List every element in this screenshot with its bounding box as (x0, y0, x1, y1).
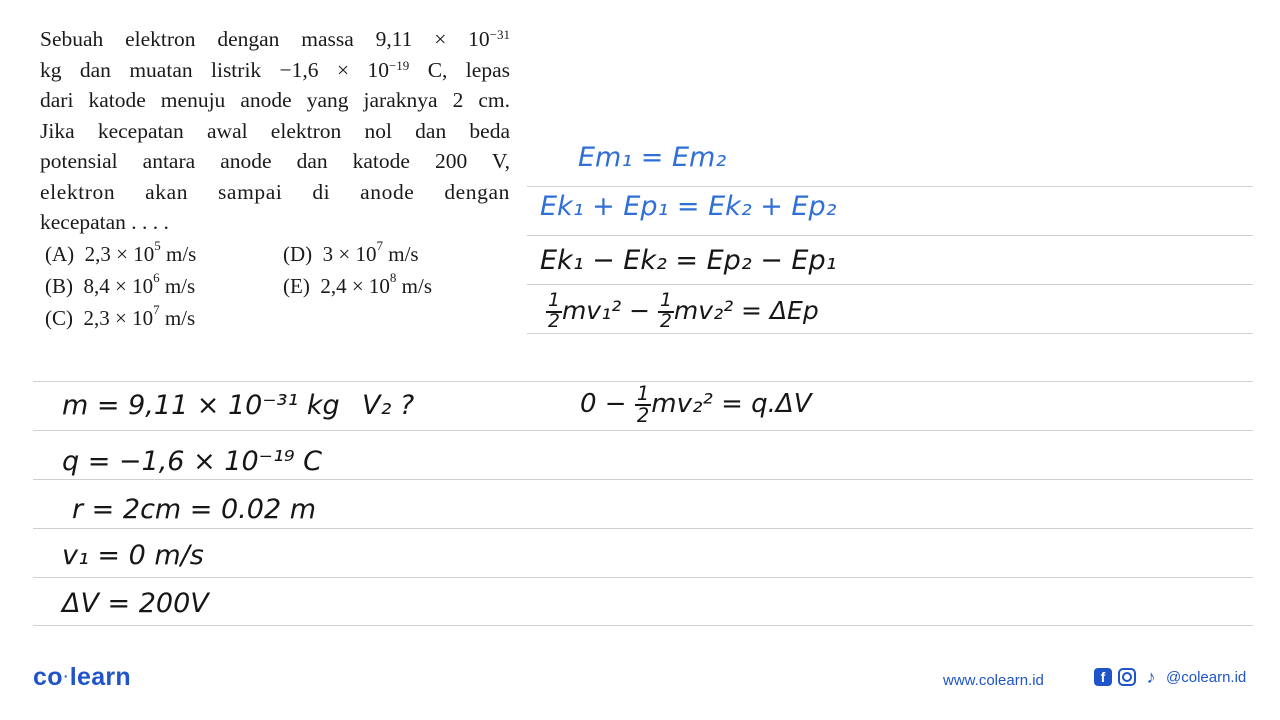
option-a[interactable]: (A) $2,3 \times 10^5$ m/s (45, 238, 197, 266)
fraction: $\frac{1}{2}$ (636, 382, 650, 427)
given-charge: q = −1,6 × 10⁻¹⁹ C (62, 446, 322, 477)
given-initial-velocity: v₁ = 0 m/s (62, 540, 204, 571)
colearn-logo: co·learn (33, 663, 132, 691)
instagram-icon[interactable] (1118, 668, 1136, 686)
ruled-line (33, 625, 1253, 626)
facebook-icon[interactable]: f (1094, 668, 1112, 686)
fraction: $\frac{1}{2}$ (659, 290, 672, 332)
problem-line: potensial antara anode dan katode 200 V, (40, 149, 510, 173)
handwritten-equation: Ek₁ + Ep₁ = Ek₂ + Ep₂ (540, 191, 837, 222)
problem-line: dari katode menuju anode yang jaraknya 2 cm. (40, 88, 510, 112)
ruled-line (33, 479, 1253, 480)
option-c[interactable]: (C) $2,3 \times 10^7$ m/s (45, 302, 196, 330)
problem-line: elektron akan sampai di anode dengan (40, 179, 510, 204)
ruled-line (527, 235, 1253, 236)
problem-line: kg dan muatan listrik $-1,6 \times 10^{-19}$ C, lepas (40, 57, 510, 82)
ruled-line (527, 186, 1253, 187)
ruled-line (33, 577, 1253, 578)
handwritten-equation: $\frac{1}{2}$ mv₁² − $\frac{1}{2}$ mv₂² = ΔEp (548, 290, 819, 332)
problem-line: Jika kecepatan awal elektron nol dan beda (40, 118, 510, 143)
given-distance: r = 2cm = 0.02 m (72, 494, 317, 525)
problem-line: kecepatan . . . . (40, 210, 169, 234)
tiktok-icon[interactable]: ♪ (1146, 666, 1156, 687)
social-handle[interactable]: @colearn.id (1166, 668, 1247, 686)
problem-line: Sebuah elektron dengan massa $9,11 \times 10^{-31}$ (40, 27, 510, 51)
handwritten-equation: 0 − $\frac{1}{2}$ mv₂² = q.ΔV (580, 382, 812, 427)
handwritten-equation: Em₁ = Em₂ (578, 142, 727, 173)
given-mass: m = 9,11 × 10⁻³¹ kg (62, 390, 340, 421)
unknown-velocity: V₂ ? (362, 390, 415, 421)
ruled-line (527, 284, 1253, 285)
given-potential: ΔV = 200V (62, 588, 209, 619)
social-links (1094, 668, 1246, 686)
fraction: $\frac{1}{2}$ (548, 290, 560, 332)
ruled-line (33, 430, 1253, 431)
ruled-line (527, 333, 1253, 334)
problem-statement (40, 24, 510, 238)
option-d[interactable]: (D) $3 \times 10^7$ m/s (283, 238, 419, 266)
website-link[interactable]: www.colearn.id (943, 672, 1044, 689)
option-e[interactable]: (E) $2,4 \times 10^8$ m/s (283, 270, 433, 298)
handwritten-equation: Ek₁ − Ek₂ = Ep₂ − Ep₁ (540, 245, 837, 276)
ruled-line (33, 528, 1253, 529)
option-b[interactable]: (B) $8,4 \times 10^6$ m/s (45, 270, 196, 298)
